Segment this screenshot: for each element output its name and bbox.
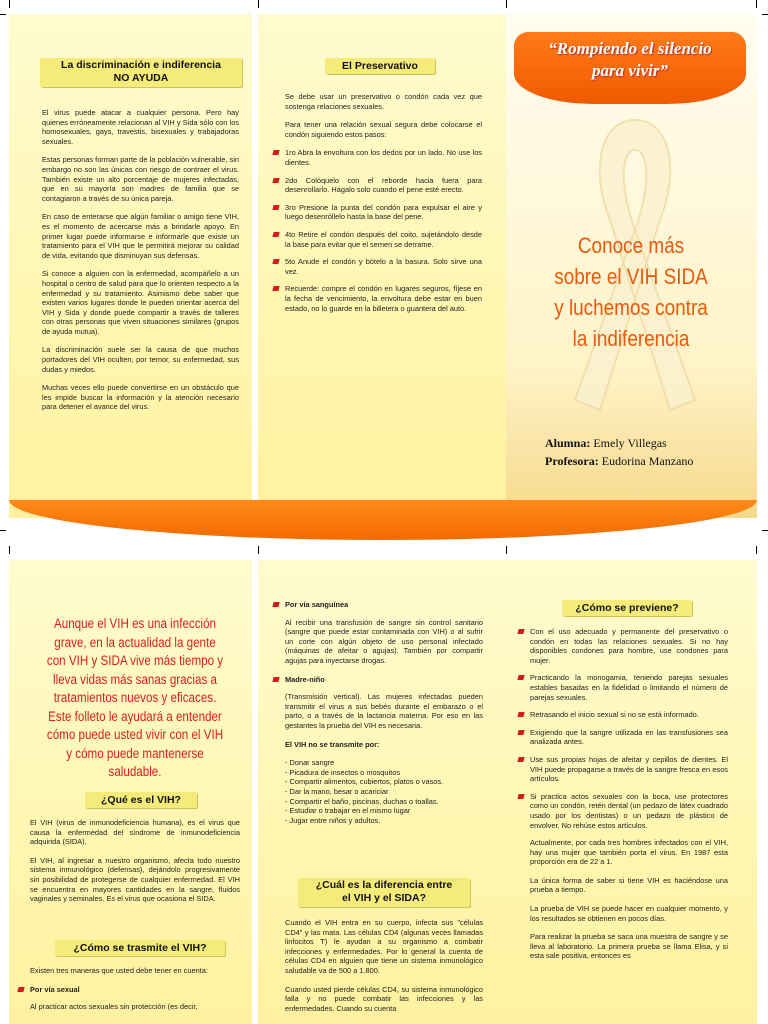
paragraph: Se debe usar un preservativo o condón cada vez que sostenga relaciones sexuales. <box>285 92 482 111</box>
via-sexual-label: Por vía sexual <box>18 985 240 995</box>
slogan-banner: “Rompiendo el silencio para vivir” <box>514 32 746 104</box>
step-item: 3ro Presione la punta del condón para expulsar el aire y luego desenróllelo hasta la base del pene. <box>273 203 482 222</box>
paragraph: Cuando usted pierde células CD4, su sistema inmunológico falla y no puede combatir las infecciones y las enfermedades. Cuando su cuenta <box>285 984 483 1013</box>
paragraph: El VIH, al ingresar a nuestro organismo, afecta todo nuestro sistema inmunológico (defensas), dejándolo progresivamente sin posibilidad de protegerse de cualquier enfermedad. El VIH se encuentra en mayores cantidades en la sangre, fluidos vaginales y seminales. Es el virus que ocasiona el SIDA. <box>30 855 240 904</box>
crop-mark <box>506 546 507 554</box>
paragraph: Muchas veces ello puede convertirse en un obstáculo que les impide buscar la información y la atención necesario para detener el avance del virus. <box>42 383 239 412</box>
list-item: - Estudiar o trabajar en el mismo lugar <box>285 806 411 816</box>
crop-mark <box>756 546 757 554</box>
paragraph: Si conoce a alguien con la enfermedad, acompáñelo a un hospital o centro de salud para que lo orienten respecto a la enfermedad y su tratamiento. Asimismo debe saber que existen varios lugares donde le pueden orientar acerca del VIH y Sida y donde puede compartir a través de talleres con otras personas que viven situaciones similares (grupos de ayuda mutua). <box>42 269 239 336</box>
list-item: Si practica actos sexuales con la boca, use protectores como un condón, retén dental (un pedazo de látex cuadrado usado por los dentistas) o un pedazo de plástico de envolver. No rehúse estos artículos. <box>518 792 728 830</box>
crop-mark <box>756 0 757 8</box>
crop-mark <box>0 530 6 531</box>
paragraph: La única forma de saber si tiene VIH es haciéndose una prueba a tiempo. <box>530 875 728 895</box>
crop-mark <box>9 546 10 554</box>
crop-mark <box>0 14 6 15</box>
diferencia-text <box>285 918 483 1022</box>
paragraph: Cuando el VIH entra en su cuerpo, infecta sus "células CD4" y las mata. Las células CD4 (algunas veces llamadas linfocitos T) le ayudan a su organismo a combatir infecciones y enfermedades. Por lo general la cuenta de células CD4 en alguien que tiene un sistema inmunológico saludable va de 500 a 1.800. <box>285 918 483 975</box>
header-como-se-trasmite: ¿Cómo se trasmite el VIH? <box>55 940 225 956</box>
step-item: 2do Colóquelo con el reborde hacia fuera para desenrollarlo. Hágalo solo cuando el pene esté erecto. <box>273 176 482 195</box>
que-es-text <box>30 818 240 913</box>
paragraph: El VIH (virus de inmunodeficiencia humana), es el virus que causa la enfermedad del síndrome de inmunodeficiencia adquirida (SIDA). <box>30 818 240 847</box>
list-item: - Picadura de insectos o mosquitos <box>285 767 401 777</box>
paragraph: Estas personas forman parte de la población vulnerable, sin embargo no son las únicas con riesgo de contraer el virus. También existe un alto porcentaje de mujeres infectadas, que en su mayoría son madres de familia que se contagiaron a través de su única pareja. <box>42 155 239 203</box>
list-item: - Donar sangre <box>285 758 335 768</box>
via-sanguinea-label: Por vía sanguínea <box>273 600 483 610</box>
list-item: Use sus propias hojas de afeitar y cepillos de dientes. El VIH puede propagarse a través de la sangre fresca en esos artículos. <box>518 755 728 784</box>
step-item: 1ro Abra la envoltura con los dedos por un lado. No use los dientes. <box>273 148 482 167</box>
teacher-name: Eudorina Manzano <box>601 454 694 468</box>
paragraph: (Transmisión vertical). Las mujeres infectadas pueden transmitir el virus a sus bebés durante el embarazo o el parto, o a través de la lactancia materna. Por eso en las gestantes la prueba del VIH es necesaria. <box>285 692 483 730</box>
transmision-text <box>285 600 483 835</box>
header-que-es: ¿Qué es el VIH? <box>85 792 197 808</box>
list-item: Practicando la monogamia, teniendo parejas sexuales estables basadas en la fidelidad o limitando el número de parejas sexuales. <box>518 673 728 702</box>
list-item: - Compartir alimentos, cubiertos, platos o vasos. <box>285 777 444 787</box>
header-como-se-previene: ¿Cómo se previene? <box>562 600 692 616</box>
step-item: 5to Anude el condón y bótelo a la basura. Solo sirve una vez. <box>273 257 482 276</box>
step-item: Recuerde: compre el condón en lugares seguros, fíjese en la fecha de vencimiento, la envoltura debe estar en buen estado, no lo guarde en la billetera o guantera del auto. <box>273 284 482 313</box>
paragraph: Actualmente, por cada tres hombres infectados con el VIH, hay una mujer que también porta el virus. En 1987 esta proporción era de 22 a 1. <box>530 838 728 867</box>
student-name: Emely Villegas <box>593 436 667 450</box>
crop-mark <box>762 530 768 531</box>
paragraph: Para tener una relación sexual segura debe colocarse el condón siguiendo estos pasos: <box>285 120 482 139</box>
paragraph: El virus puede atacar a cualquier persona. Pero hay quienes erróneamente relacionan al VIH y Sida sólo con los homosexuales, gays, travestis, bisexuales y trabajadoras sexuales. <box>42 108 239 146</box>
no-transmite-label: El VIH no se transmite por: <box>285 739 380 749</box>
crop-mark <box>762 14 768 15</box>
paragraph: La discriminación suele ser la causa de que muchos portadores del VIH oculten, por temor, su enfermedad, sus dudas y miedos. <box>42 345 239 374</box>
crop-mark <box>506 0 507 8</box>
step-item: 4to Retire el condón después del coito, sujetándolo desde la base para evitar que el semen se derrame. <box>273 230 482 249</box>
list-item: - Dar la mano, besar o acariciar <box>285 786 389 796</box>
list-item: Retrasando el inicio sexual si no se está informado. <box>518 710 728 720</box>
discriminacion-text <box>42 108 239 421</box>
orange-wave-band <box>9 500 757 540</box>
list-item: - Compartir el baño, piscinas, duchas o toallas. <box>285 796 439 806</box>
crop-mark <box>258 0 259 8</box>
cover-title: Conoce más sobre el VIH SIDA y luchemos contra la indiferencia <box>554 233 708 351</box>
credits: Alumna: Emely Villegas Profesora: Eudorina Manzano <box>545 436 694 468</box>
header-preservativo: El Preservativo <box>325 58 435 74</box>
list-item: - Jugar entre niños y adultos. <box>285 815 381 825</box>
crop-mark <box>258 546 259 554</box>
intro-text: Aunque el VIH es una infección grave, en la actualidad la gente con VIH y SIDA vive más tiempo y lleva vidas más sanas gracias a tratamientos nuevos y eficaces. Este folleto le ayudará a entender cómo puede usted vivir con el VIH y cómo puede mantenerse saludable. <box>46 616 224 779</box>
list-item: Con el uso adecuado y permanente del preservativo o condón en todas las relaciones sexuales. Si no hay disponibles condones para hombre, use condones para mujer. <box>518 627 728 665</box>
no-transmite-list <box>285 758 483 825</box>
paragraph: Para realizar la prueba se saca una muestra de sangre y se lleva al laboratorio. La primera prueba se llama Elisa, y si esta sale positiva, entonces es <box>530 932 728 961</box>
prevencion-text <box>530 627 728 970</box>
header-discriminacion: La discriminación e indiferencia NO AYUDA <box>40 58 242 87</box>
paragraph: La prueba de VIH se puede hacer en cualquier momento, y los resultados se obtienen en pocos días. <box>530 904 728 923</box>
madre-nino-label: Madre-niño <box>273 675 483 685</box>
paragraph: Al recibir una transfusión de sangre sin control sanitario (sangre que puede estar contaminada con VIH) o al sufrir un corte con algún objeto de uso personal infectado (máquinas de afeitar o agujas). También por compartir agujas para inyectarse drogas. <box>285 617 483 665</box>
paragraph: Existen tres maneras que usted debe tener en cuenta: <box>30 966 208 975</box>
header-diferencia: ¿Cuál es la diferencia entre el VIH y el SIDA? <box>298 878 470 907</box>
paragraph: En caso de enterarse que algún familiar o amigo tiene VIH, es el momento de acercarse más a brindarle apoyo. En primer lugar puede informarse e informarle que existe un tratamiento para el VIH que le permitirá mejorar su calidad de vida, evitando que disminuyan sus defensas. <box>42 212 239 260</box>
list-item: Exigiendo que la sangre utilizada en las transfusiones sea analizada antes. <box>518 728 728 747</box>
crop-mark <box>9 0 10 8</box>
preservativo-text <box>285 92 482 321</box>
paragraph: Al practicar actos sexuales sin protección (es decir, <box>30 1002 198 1012</box>
trasmite-text <box>30 966 240 1021</box>
